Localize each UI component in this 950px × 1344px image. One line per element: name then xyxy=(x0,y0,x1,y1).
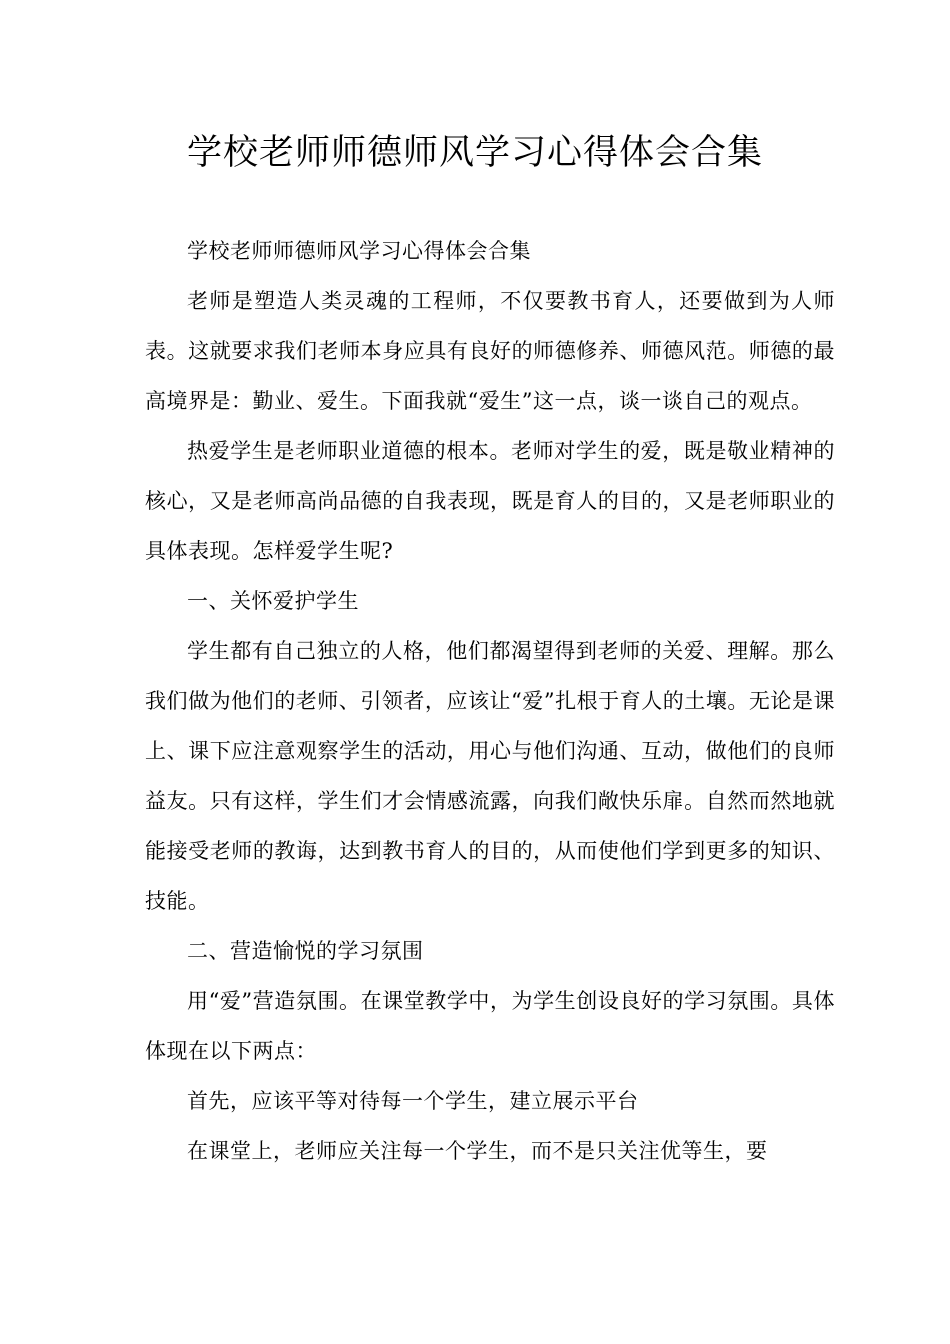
paragraph: 热爱学生是老师职业道德的根本。老师对学生的爱，既是敬业精神的核心，又是老师高尚品德的自我表现，既是育人的目的，又是老师职业的具体表现。怎样爱学生呢? xyxy=(145,439,835,563)
section-heading: 二、营造愉悦的学习氛围 xyxy=(187,939,424,963)
paragraph: 首先，应该平等对待每一个学生，建立展示平台 xyxy=(187,1089,639,1113)
section-heading: 一、关怀爱护学生 xyxy=(187,589,359,613)
paragraph: 老师是塑造人类灵魂的工程师，不仅要教书育人，还要做到为人师表。这就要求我们老师本身应具有良好的师德修养、师德风范。师德的最高境界是：勤业、爱生。下面我就“爱生”这一点，谈一谈自己的观点。 xyxy=(145,289,835,413)
paragraph: 在课堂上，老师应关注每一个学生，而不是只关注优等生，要 xyxy=(187,1139,768,1163)
document-body xyxy=(145,226,835,1176)
paragraph: 学生都有自己独立的人格，他们都渴望得到老师的关爱、理解。那么我们做为他们的老师、引领者，应该让“爱”扎根于育人的土壤。无论是课上、课下应注意观察学生的活动，用心与他们沟通、互动，做他们的良师益友。只有这样，学生们才会情感流露，向我们敞快乐扉。自然而然地就能接受老师的教诲，达到教书育人的目的，从而使他们学到更多的知识、技能。 xyxy=(145,639,835,913)
paragraph: 学校老师师德师风学习心得体会合集 xyxy=(187,239,531,263)
paragraph: 用“爱”营造氛围。在课堂教学中，为学生创设良好的学习氛围。具体体现在以下两点： xyxy=(145,989,835,1063)
document-title: 学校老师师德师风学习心得体会合集 xyxy=(186,133,763,173)
